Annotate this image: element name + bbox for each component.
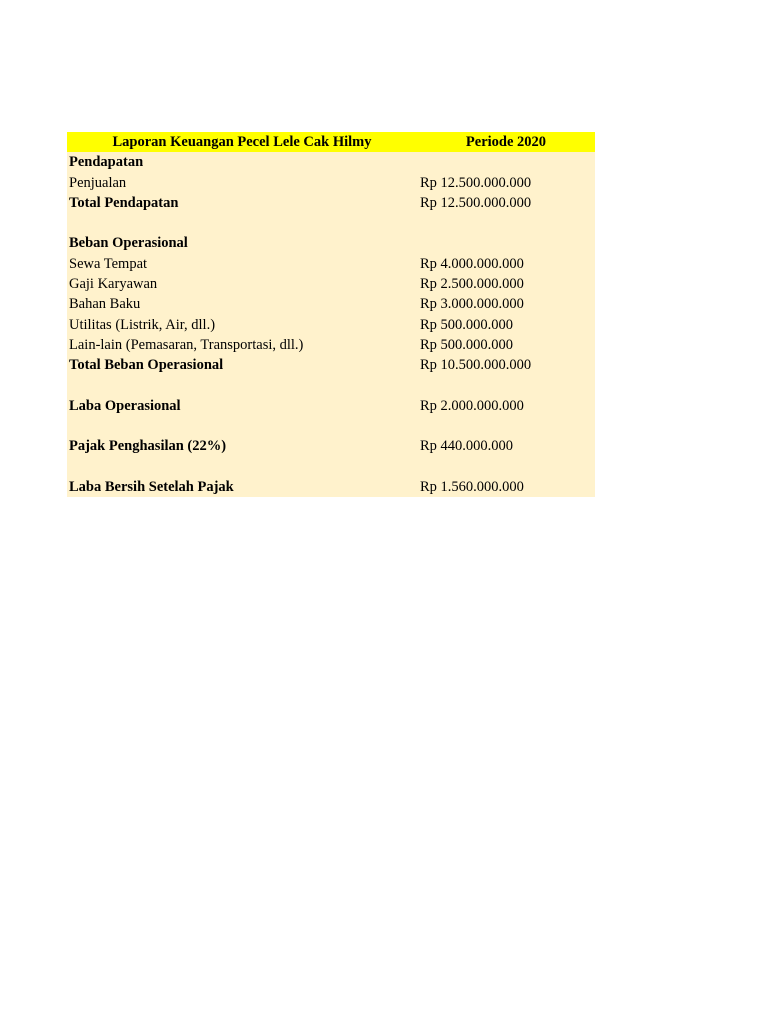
total-row (67, 355, 595, 375)
row-label: Gaji Karyawan (67, 274, 417, 294)
row-value (417, 416, 595, 436)
row-label (67, 416, 417, 436)
row-label (67, 457, 417, 477)
row-value (417, 213, 595, 233)
row-value: Rp 2.000.000.000 (417, 396, 595, 416)
section-heading-row (67, 233, 595, 253)
table-row (67, 335, 595, 355)
row-label: Laba Bersih Setelah Pajak (67, 477, 417, 497)
financial-report-table (67, 132, 595, 497)
row-label: Lain-lain (Pemasaran, Transportasi, dll.) (67, 335, 417, 355)
table-row (67, 315, 595, 335)
table-row (67, 254, 595, 274)
row-value (417, 152, 595, 172)
row-value: Rp 10.500.000.000 (417, 355, 595, 375)
blank-row (67, 376, 595, 396)
row-value: Rp 1.560.000.000 (417, 477, 595, 497)
row-value: Rp 4.000.000.000 (417, 254, 595, 274)
row-label: Utilitas (Listrik, Air, dll.) (67, 315, 417, 335)
row-value: Rp 12.500.000.000 (417, 173, 595, 193)
row-label: Pajak Penghasilan (22%) (67, 436, 417, 456)
row-value: Rp 3.000.000.000 (417, 294, 595, 314)
blank-row (67, 213, 595, 233)
row-label: Total Pendapatan (67, 193, 417, 213)
row-value (417, 233, 595, 253)
table-row (67, 274, 595, 294)
report-period: Periode 2020 (417, 132, 595, 152)
row-label: Pendapatan (67, 152, 417, 172)
header-row (67, 132, 595, 152)
row-value: Rp 500.000.000 (417, 335, 595, 355)
row-label: Sewa Tempat (67, 254, 417, 274)
row-label: Beban Operasional (67, 233, 417, 253)
total-row (67, 193, 595, 213)
row-label: Bahan Baku (67, 294, 417, 314)
table-row (67, 294, 595, 314)
row-value: Rp 12.500.000.000 (417, 193, 595, 213)
table-row (67, 173, 595, 193)
row-label: Penjualan (67, 173, 417, 193)
section-heading-row (67, 152, 595, 172)
row-value (417, 376, 595, 396)
row-value: Rp 500.000.000 (417, 315, 595, 335)
total-row (67, 396, 595, 416)
total-row (67, 436, 595, 456)
blank-row (67, 416, 595, 436)
row-label (67, 213, 417, 233)
row-value (417, 457, 595, 477)
report-title: Laporan Keuangan Pecel Lele Cak Hilmy (67, 132, 417, 152)
row-label (67, 376, 417, 396)
blank-row (67, 457, 595, 477)
row-value: Rp 2.500.000.000 (417, 274, 595, 294)
row-label: Laba Operasional (67, 396, 417, 416)
total-row (67, 477, 595, 497)
row-label: Total Beban Operasional (67, 355, 417, 375)
row-value: Rp 440.000.000 (417, 436, 595, 456)
